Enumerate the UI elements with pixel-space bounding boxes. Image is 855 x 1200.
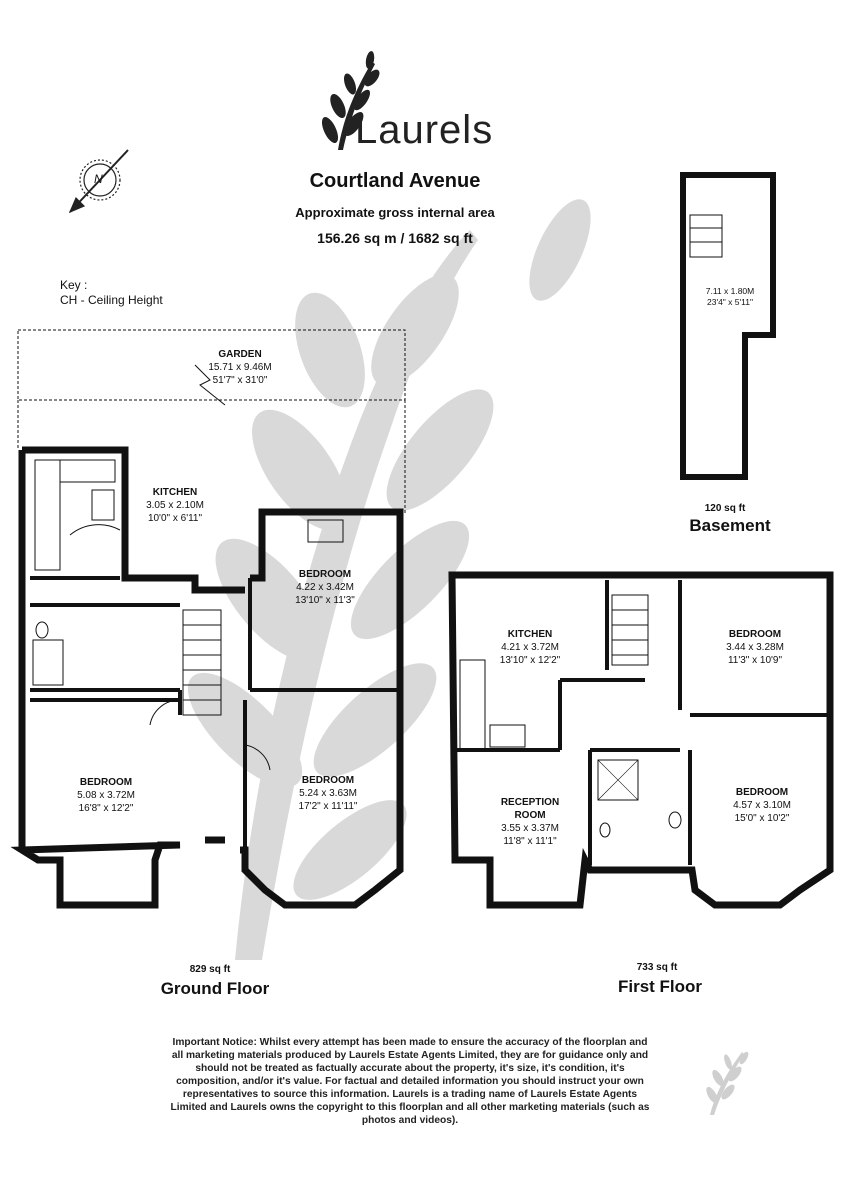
area-label: Approximate gross internal area bbox=[295, 205, 495, 220]
room-label-bedroom-first-2: BEDROOM 4.57 x 3.10M 15'0" x 10'2" bbox=[733, 787, 791, 824]
key-heading: Key : bbox=[60, 278, 88, 292]
room-label-bedroom-ground-1: BEDROOM 4.22 x 3.42M 13'10" x 11'3" bbox=[295, 569, 355, 606]
room-label-kitchen-first: KITCHEN 4.21 x 3.72M 13'10" x 12'2" bbox=[499, 629, 561, 666]
key-item: CH - Ceiling Height bbox=[60, 293, 163, 307]
room-label-kitchen-ground: KITCHEN 3.05 x 2.10M 10'0" x 6'11" bbox=[146, 487, 204, 524]
area-value: 156.26 sq m / 1682 sq ft bbox=[317, 230, 473, 246]
room-label-basement: 7.11 x 1.80M 23'4" x 5'11" bbox=[705, 286, 755, 307]
compass-letter: N bbox=[94, 172, 103, 186]
room-label-bedroom-ground-3: BEDROOM 5.24 x 3.63M 17'2" x 11'11" bbox=[298, 775, 358, 812]
first-floor-name: First Floor bbox=[617, 977, 703, 996]
room-label-reception-room: RECEPTION ROOM 3.55 x 3.37M 11'8" x 11'1" bbox=[500, 797, 560, 847]
room-label-bedroom-ground-2: BEDROOM 5.08 x 3.72M 16'8" x 12'2" bbox=[77, 777, 135, 814]
basement-plan bbox=[683, 175, 773, 477]
basement-sqft: 120 sq ft bbox=[704, 503, 746, 514]
first-floor-plan bbox=[452, 575, 830, 905]
first-floor-sqft: 733 sq ft bbox=[636, 962, 678, 973]
room-label-bedroom-first-1: BEDROOM 3.44 x 3.28M 11'3" x 10'9" bbox=[726, 629, 784, 666]
basement-name: Basement bbox=[689, 516, 771, 535]
key-legend bbox=[60, 278, 163, 308]
property-title: Courtland Avenue bbox=[309, 170, 481, 192]
ground-floor-name: Ground Floor bbox=[160, 979, 270, 998]
brand-name: Laurels bbox=[355, 108, 494, 152]
room-label-garden: GARDEN 15.71 x 9.46M 51'7" x 31'0" bbox=[208, 349, 272, 386]
important-notice: Important Notice: Whilst every attempt has been made to ensure the accuracy of the floorplan and all marketing materials produced by Laurels Estate Agents Limited, they are for guidance only and should not be treated as factually accurate about the property, it's size, it's condition, it's composition, and/or it's value. For factual and detailed information you should instruct your own representatives to source this information. Laurels is a trading name of Laurels Estate Agents Limited and Laurels owns the copyright to this floorplan and all other marketing materials (such as photos and videos). bbox=[170, 1037, 650, 1126]
small-leaf-icon bbox=[704, 1050, 750, 1115]
ground-floor-sqft: 829 sq ft bbox=[189, 964, 231, 975]
